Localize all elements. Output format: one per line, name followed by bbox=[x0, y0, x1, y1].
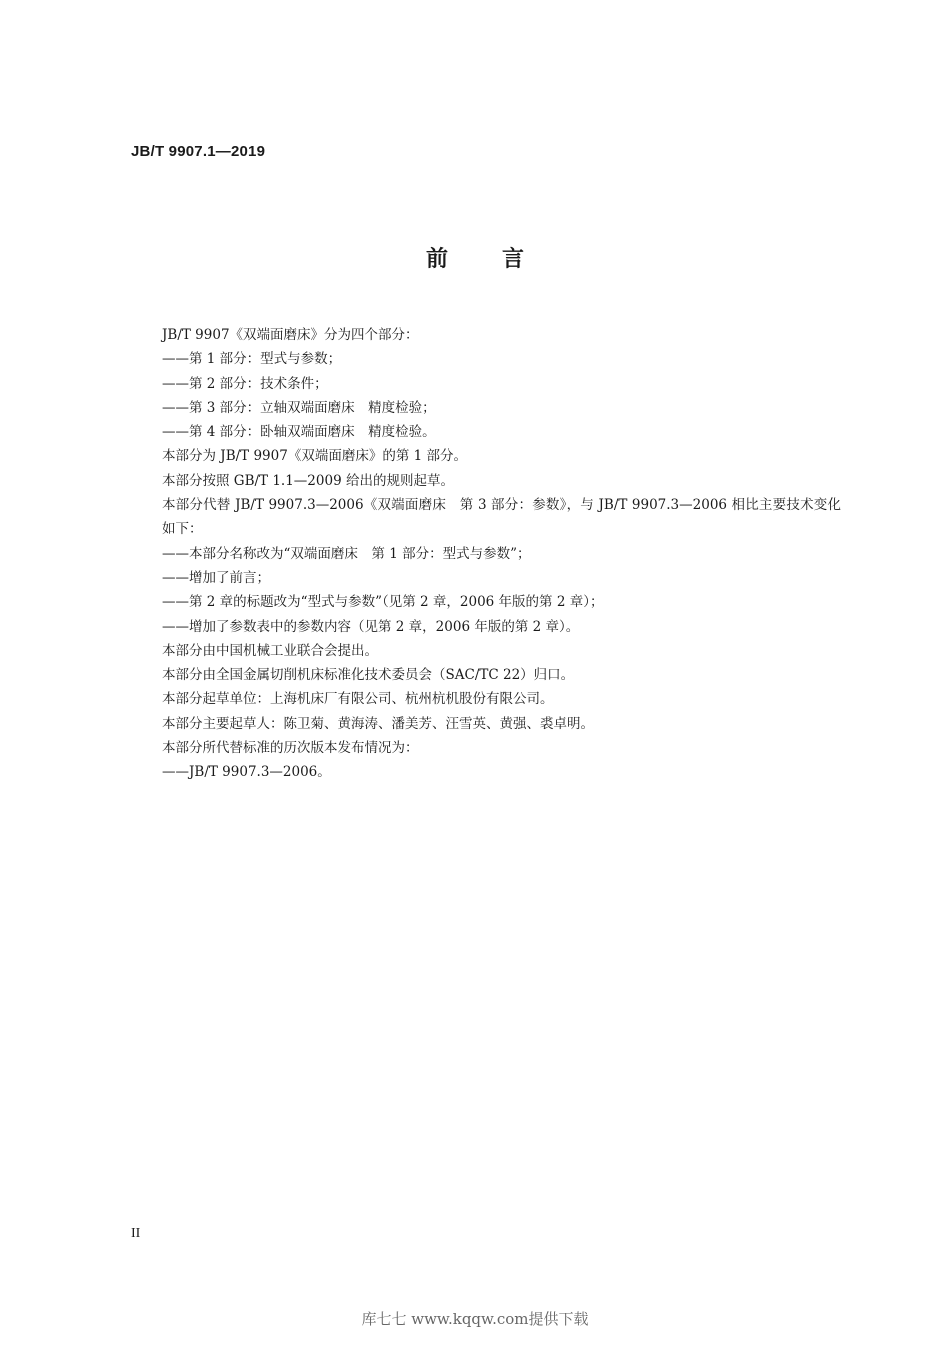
list-item: ——第 2 章的标题改为“型式与参数”（见第 2 章，2006 年版的第 2 章）； bbox=[162, 594, 604, 611]
list-item: ——本部分名称改为“双端面磨床 第 1 部分：型式与参数”； bbox=[162, 545, 531, 562]
foreword-body bbox=[131, 323, 841, 785]
paragraph: 本部分主要起草人：陈卫菊、黄海涛、潘美芳、汪雪英、黄强、裘卓明。 bbox=[162, 715, 594, 732]
standard-code: JB/T 9907.1—2019 bbox=[131, 143, 266, 160]
list-item: ——第 2 部分：技术条件； bbox=[162, 375, 328, 392]
paragraph: 本部分起草单位：上海机床厂有限公司、杭州杭机股份有限公司。 bbox=[162, 691, 554, 708]
paragraph: 本部分代替 JB/T 9907.3—2006《双端面磨床 第 3 部分：参数》，与 JB/T 9907.3—2006 相比主要技术变化如下： bbox=[162, 497, 841, 538]
paragraph: 本部分由中国机械工业联合会提出。 bbox=[162, 642, 378, 659]
paragraph: JB/T 9907《双端面磨床》分为四个部分： bbox=[162, 327, 419, 343]
paragraph: 本部分按照 GB/T 1.1—2009 给出的规则起草。 bbox=[162, 472, 454, 489]
download-footer: 库七七 www.kqqw.com提供下载 bbox=[361, 1310, 589, 1328]
page-title: 前言 bbox=[425, 247, 578, 272]
paragraph: 本部分所代替标准的历次版本发布情况为： bbox=[162, 740, 419, 757]
list-item: ——增加了前言； bbox=[162, 569, 270, 586]
list-item: ——第 3 部分：立轴双端面磨床 精度检验； bbox=[162, 399, 436, 416]
paragraph: 本部分为 JB/T 9907《双端面磨床》的第 1 部分。 bbox=[162, 448, 467, 465]
list-item: ——增加了参数表中的参数内容（见第 2 章，2006 年版的第 2 章）。 bbox=[162, 618, 580, 635]
list-item: ——JB/T 9907.3—2006。 bbox=[162, 764, 331, 781]
page-number: II bbox=[131, 1226, 141, 1241]
list-item: ——第 4 部分：卧轴双端面磨床 精度检验。 bbox=[162, 424, 436, 441]
list-item: ——第 1 部分：型式与参数； bbox=[162, 351, 342, 368]
paragraph: 本部分由全国金属切削机床标准化技术委员会（SAC/TC 22）归口。 bbox=[162, 667, 575, 684]
